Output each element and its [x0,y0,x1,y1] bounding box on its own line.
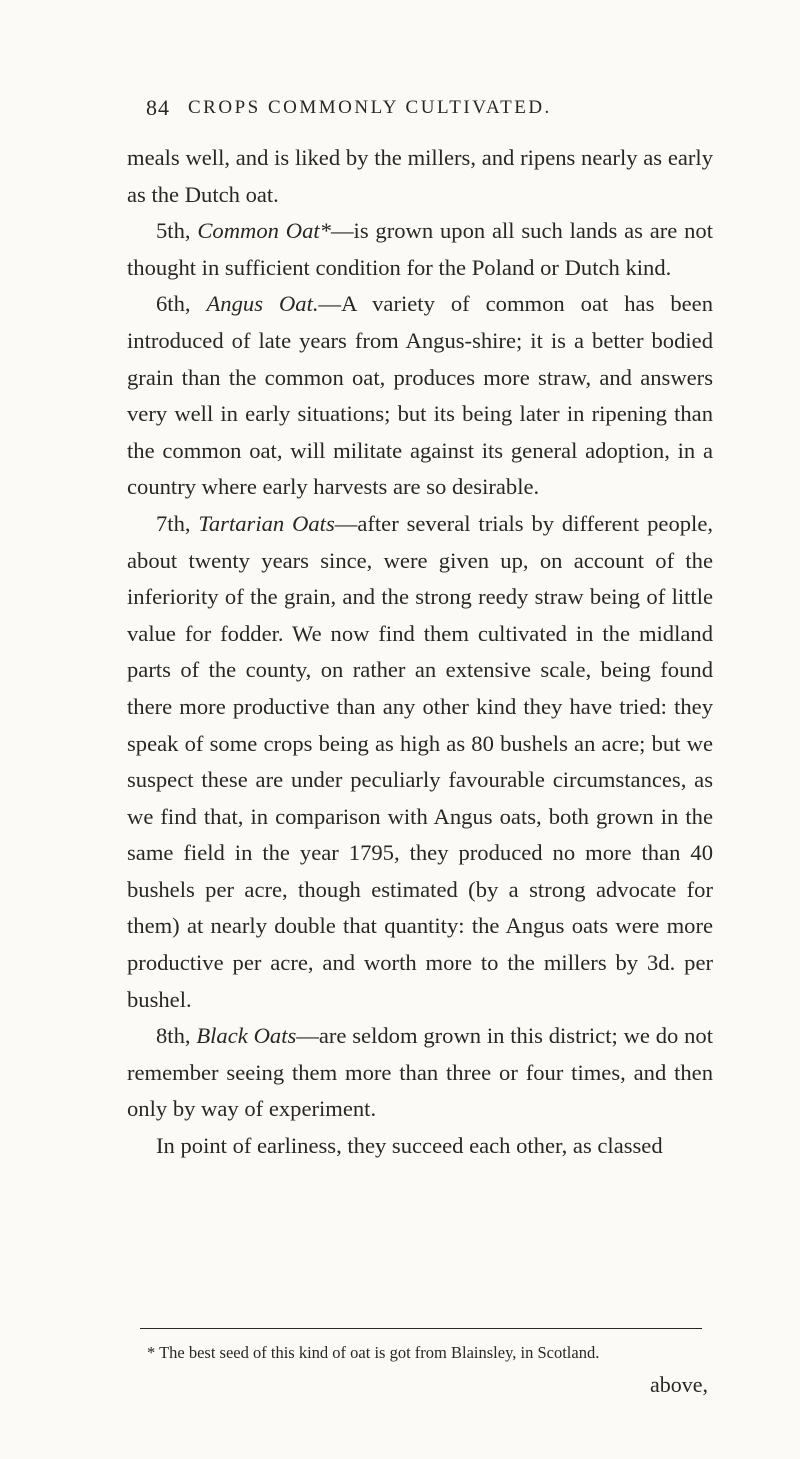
page-number: 84 [146,95,170,120]
body-text [127,140,713,1165]
footnote [147,1342,707,1364]
paragraph-prefix: 5th, [156,218,198,244]
paragraph-continuation [127,140,713,213]
variety-label: Black Oats [196,1023,297,1049]
running-head: CROPS COMMONLY CULTIVATED. [188,97,552,118]
paragraph-tartarian-oats [127,506,713,1018]
paragraph-text: —after several trials by different people, about twenty years since, were given up, on account of the inferiority of the grain, and the strong reedy straw being of little value for fodder. We now find them cultivated in the midland parts of the county, on rather an extensive scale, being found there more productive than any other kind they have tried: they speak of some crops being as high as 80 bushels an acre; but we suspect these are under peculiarly favourable circumstances, as we find that, in comparison with Angus oats, both grown in the same field in the year 1795, they produced no more than 40 bushels per acre, though estimated (by a strong advocate for them) at nearly double that quantity: the Angus oats were more productive per acre, and worth more to the millers by 3d. per bushel. [127,510,713,1012]
paragraph-earliness [127,1128,713,1165]
paragraph-text: —A variety of common oat has been introduced of late years from Angus-shire; it is a better bodied grain than the common oat, produces more straw, and answers very well in early situations; but its being later in ripening than the common oat, will militate against its general adoption, in a country where early harvests are so desirable. [127,291,713,500]
paragraph-text: meals well, and is liked by the millers, and ripens nearly as early as the Dutch oat. [127,145,713,207]
variety-label: Angus Oat. [206,291,319,317]
footnote-marker: * [147,1343,156,1362]
variety-label: Tartarian Oats [198,510,335,536]
paragraph-angus-oat [127,286,713,506]
catchword: above, [649,1372,708,1397]
paragraph-prefix: 8th, [156,1023,197,1049]
footnote-text: The best seed of this kind of oat is got from Blainsley, in Scotland. [159,1343,600,1362]
variety-label: Common Oat* [197,218,331,244]
paragraph-text: —are seldom grown in this district; we do not remember seeing them more than three or four times, and then only by way of experiment. [127,1023,714,1122]
footnote-rule [140,1328,702,1329]
paragraph-prefix: 6th, [156,291,207,317]
page-header [146,95,706,125]
paragraph-text: In point of earliness, they succeed each other, as classed [156,1133,663,1159]
paragraph-black-oats [127,1018,713,1128]
paragraph-common-oat [127,213,713,286]
paragraph-prefix: 7th, [156,510,199,536]
paragraph-text: —is grown upon all such lands as are not thought in sufficient condition for the Poland or Dutch kind. [127,218,714,280]
